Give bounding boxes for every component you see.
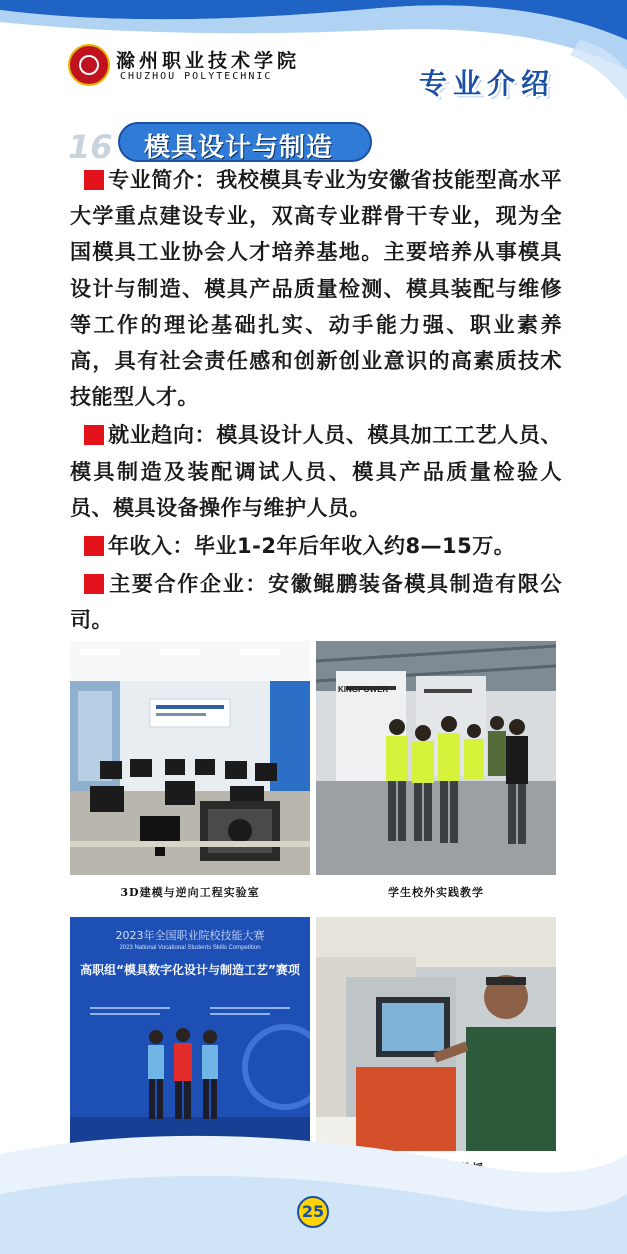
competition-banner-title: 高职组“模具数字化设计与制造工艺”赛项 (80, 963, 300, 977)
competition-banner-year: 2023年全国职业院校技能大赛 (115, 929, 265, 942)
paragraph-intro: 专业简介：我校模具专业为安徽省技能型高水平大学重点建设专业，双高专业群骨干专业，现为全国模具工业协会人才培养基地。主要培养从事模具设计与制造、模具产品质量检测、模具装配与维修等工作的理论基础扎实、动手能力强、职业素养高，具有社会责任感和创新创业意识的高素质技术技能型人才。 (70, 168, 562, 410)
red-square-bullet-icon (84, 574, 104, 594)
red-square-bullet-icon (84, 536, 104, 556)
school-header (68, 44, 328, 88)
major-description (70, 162, 562, 639)
factory-sign: KINGPOWER (338, 685, 389, 694)
section-title: 专业介绍 (418, 67, 555, 100)
red-square-bullet-icon (84, 170, 104, 190)
page-number: 25 (297, 1196, 329, 1228)
paragraph-employment: 就业趋向：模具设计人员、模具加工工艺人员、模具制造及装配调试人员、模具产品质量检验人员、模具设备操作与维护人员。 (70, 423, 562, 520)
school-name-cn: 滁州职业技术学院 (116, 50, 301, 72)
school-logo-icon (68, 44, 110, 86)
photo-factory-visit (316, 641, 556, 875)
photo-3d-lab (70, 641, 310, 875)
school-name-en: CHUZHOU POLYTECHNIC (120, 71, 273, 82)
red-square-bullet-icon (84, 425, 104, 445)
photo-caption: 学生校外实践教学 (388, 886, 484, 899)
bottom-wave-decoration (0, 1094, 627, 1254)
major-title-pill (118, 122, 372, 162)
paragraph-income: 年收入：毕业1-2年后年收入约8—15万。 (70, 528, 562, 564)
major-title: 模具设计与制造 (144, 133, 334, 163)
paragraph-partners: 主要合作企业：安徽鲲鹏装备模具制造有限公司。 (70, 572, 562, 633)
photo-caption: 3D建模与逆向工程实验室 (120, 886, 260, 899)
major-number: 16 (68, 128, 113, 166)
competition-banner-en: 2023 National Vocational Students Skills Competition (119, 945, 261, 951)
